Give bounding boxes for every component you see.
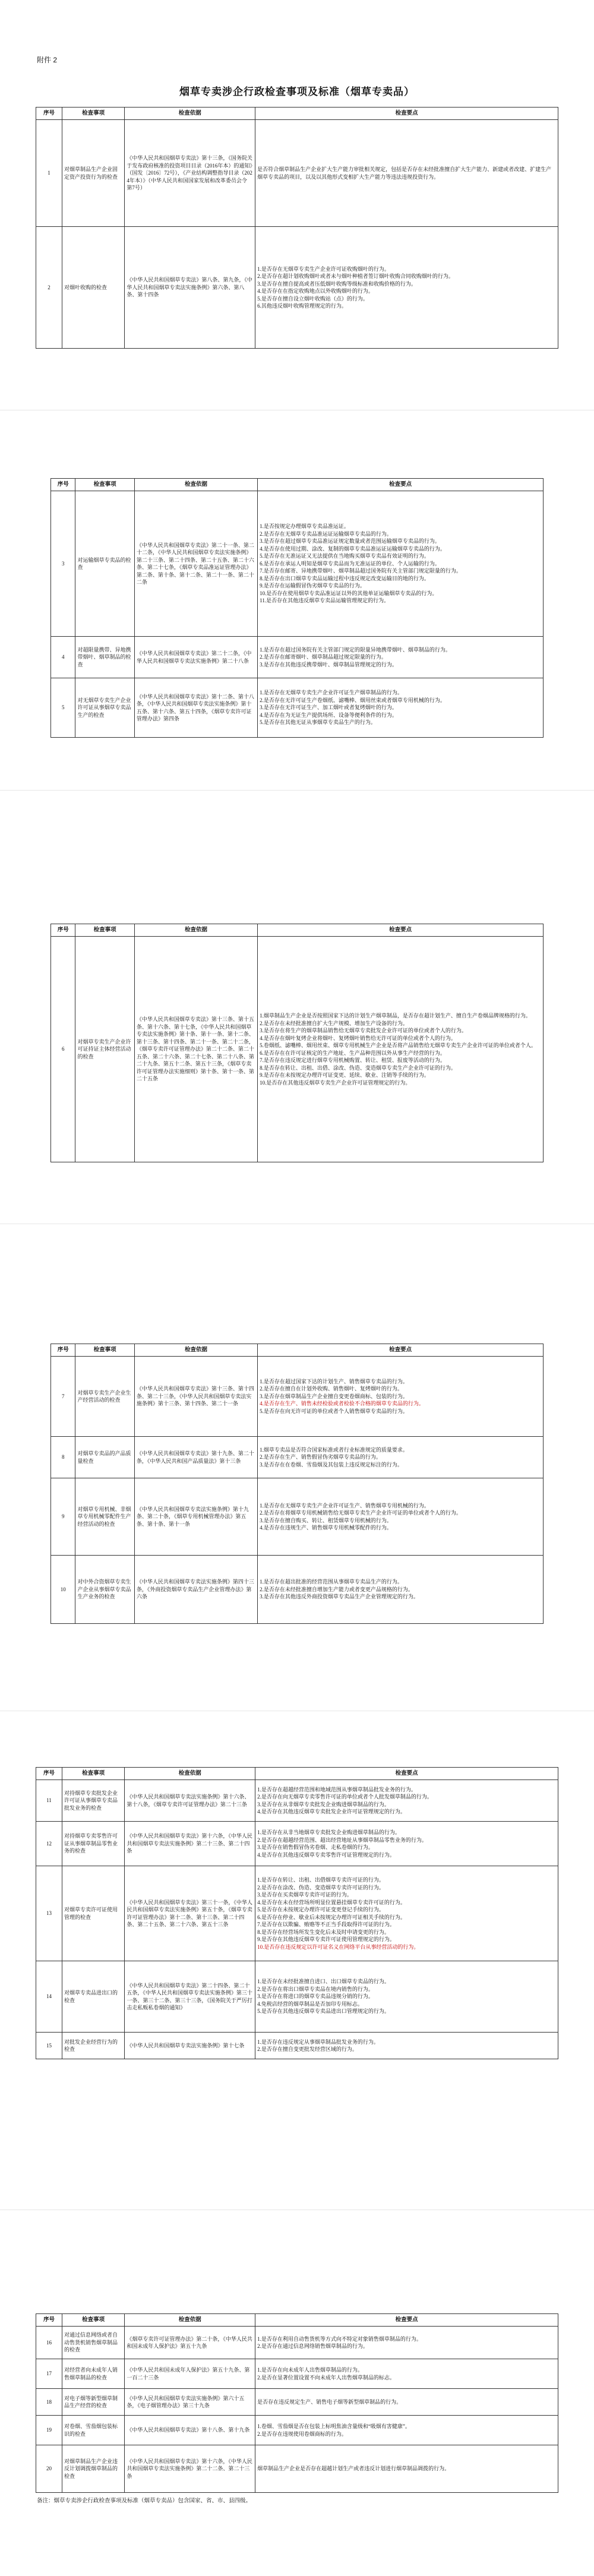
check-point: 是否存在违反规定生产、销售电子烟等新型烟草制品的行为。 xyxy=(257,2398,402,2405)
table-body xyxy=(51,491,544,738)
check-point: 1.是否按规定办理烟草专卖品准运证。 xyxy=(260,523,349,530)
header-points: 检查要点 xyxy=(258,1344,544,1357)
check-point: 6.是否存在在许可证核定的生产地址、生产品种范围以外从事生产经营的行为。 xyxy=(260,1050,446,1056)
check-point: 2.是否存在将烟草专用机械销售给无烟草专卖生产企业许可证的单位或者个人的行为。 xyxy=(260,1510,462,1516)
inspection-basis: 《中华人民共和国未成年人保护法》第五十九条、第一百二十三条 xyxy=(125,2359,255,2389)
check-point: 1.是否存在无烟草专卖生产企业许可证生产、销售烟草专用机械的行为。 xyxy=(260,1502,429,1509)
inspection-basis: 《中华人民共和国烟草专卖法》第二十二条，《中华人民共和国烟草专卖法实施条例》第二十八条 xyxy=(134,637,257,678)
check-point: 5.是否存在向无许可证的单位或者个人销售烟草专卖品的行为。 xyxy=(260,1408,408,1414)
check-point: 3.是否存在擅自提高或者压低烟叶收购等级标准和收购价格的行为。 xyxy=(257,280,416,287)
inspection-basis: 《中华人民共和国烟草专卖法》第十六条，《中华人民共和国烟草专卖法实施条例》第二十二条、第二十三条 xyxy=(125,2445,255,2493)
inspection-item: 对烟草专卖生产企业许可证持证主体经营活动的检查 xyxy=(75,937,134,1162)
row-number: 9 xyxy=(51,1478,75,1556)
header-item: 检查事项 xyxy=(75,1344,134,1357)
check-point: 4.是否存在在指定收购地点以外收购烟叶的行为。 xyxy=(257,288,374,294)
inspection-item: 对卷烟、雪茄烟包装标识的检查 xyxy=(62,2416,124,2445)
check-point: 6.是否存在承运人明知是烟草专卖品而为无准运证的单位、个人运输的行为。 xyxy=(260,560,440,567)
check-point: 2.是否存在无许可证生产卷烟纸、滤嘴棒、烟用丝束或者烟草专用机械的行为。 xyxy=(260,697,446,703)
header-number: 序号 xyxy=(36,2314,62,2327)
check-point: 4.是否存在生产、销售未经检验或者检验不合格的烟草专卖品的行为。 xyxy=(260,1401,424,1407)
check-point: 2.是否存在将出口烟草专卖品在境内销售的行为。 xyxy=(257,1986,374,1992)
header-number: 序号 xyxy=(51,924,75,937)
table-row xyxy=(36,1780,558,1822)
header-row xyxy=(51,1344,544,1357)
table-row xyxy=(51,1556,544,1624)
check-point: 5.卷烟纸、滤嘴棒、烟用丝束、烟草专用机械生产企业是否将产品销售给无烟草专卖生产企业许可证的单位或者个人。 xyxy=(260,1042,536,1048)
table-header xyxy=(36,108,558,120)
header-number: 序号 xyxy=(51,479,75,491)
header-points: 检查要点 xyxy=(255,1768,558,1780)
inspection-basis: 《中华人民共和国烟草专卖法实施条例》第六十五条，《电子烟管理办法》第三十九条 xyxy=(125,2389,255,2416)
inspection-points xyxy=(255,227,558,349)
inspection-basis: 《中华人民共和国烟草专卖法》第八条、第九条，《中华人民共和国烟草专卖法实施条例》第六条、第八条、第十四条 xyxy=(125,227,255,349)
row-number: 11 xyxy=(36,1780,62,1822)
check-point: 4.是否存在其他违反烟草专卖批发企业许可证管理规定的行为。 xyxy=(257,1809,406,1815)
check-point: 7.是否存在违反规定进行烟草专用机械购置、转让、租赁、报废等活动的行为。 xyxy=(260,1057,446,1063)
inspection-basis: 《烟草专卖许可证管理办法》第二十条，《中华人民共和国未成年人保护法》第五十九条 xyxy=(125,2327,255,2359)
table-row xyxy=(51,1437,544,1478)
check-point: 4.免税店经营的烟草制品是否加印专用标志。 xyxy=(257,2000,363,2007)
inspection-points xyxy=(255,1866,558,1961)
check-point: 3.是否存在从非烟草专卖批发企业购进烟草制品的行为。 xyxy=(257,1801,390,1807)
check-point: 8.是否存在经营场所发生变化后未及时申请变更的行为。 xyxy=(257,1929,390,1935)
header-number: 序号 xyxy=(51,1344,75,1357)
inspection-points xyxy=(258,937,544,1162)
table-header xyxy=(36,1768,558,1780)
inspection-basis: 《中华人民共和国烟草专卖法实施条例》第十七条 xyxy=(125,2033,255,2059)
row-number: 13 xyxy=(36,1866,62,1961)
check-point: 5.是否存在无准运证又无法提供在当地购买烟草专卖品有效证明的行为。 xyxy=(260,553,429,560)
table-body xyxy=(36,1780,558,2059)
header-item: 检查事项 xyxy=(62,108,124,120)
check-point: 2.是否存在无烟草专卖品准运证运输烟草专卖品的行为。 xyxy=(260,530,392,537)
table-row xyxy=(36,120,558,227)
check-point: 2.是否存在违规使用卷烟商标的行为。 xyxy=(257,2430,347,2437)
table-row xyxy=(36,1866,558,1961)
check-point: 1.烟草专卖品是否符合国家标准或者行业标准规定的质量要求。 xyxy=(260,1446,408,1453)
check-point: 2.是否存在擅自在计划外收购、销售烟叶、复烤烟叶的行为。 xyxy=(260,1386,403,1392)
check-point: 2.是否在显著位置设置不向未成年人出售烟草制品的标志。 xyxy=(257,2374,395,2381)
table-row xyxy=(51,678,544,738)
table-row xyxy=(36,227,558,349)
check-point: 4.是否存在使用过期、涂改、复制的烟草专卖品准运证运输烟草专卖品的行为。 xyxy=(260,545,446,552)
row-number: 4 xyxy=(51,637,75,678)
inspection-points xyxy=(255,2033,558,2059)
inspection-points xyxy=(255,120,558,227)
inspection-points xyxy=(258,1437,544,1478)
table-body xyxy=(51,937,544,1162)
row-number: 16 xyxy=(36,2327,62,2359)
inspection-points xyxy=(255,1961,558,2033)
check-point: 1.是否存在利用自动售货机等方式向不特定对象销售烟草制品的行为。 xyxy=(257,2335,422,2342)
footnote: 备注：烟草专卖涉企行政检查事项及标准（烟草专卖品）包含国家、省、市、县四级。 xyxy=(37,2498,252,2504)
row-number: 10 xyxy=(51,1556,75,1624)
inspection-item: 对烟草专卖生产企业生产经营活动的检查 xyxy=(75,1357,134,1437)
check-point: 6.其他违反烟叶收购管理规定的行为。 xyxy=(257,303,347,309)
inspection-basis: 《中华人民共和国烟草专卖法》第二十一条、第二十二条，《中华人民共和国烟草专卖法实施条例》第二十三条、第二十四条、第二十五条、第二十六条、第二十七条，《烟草专卖品准运证管理办法》第二条、第十条、第十二条、第二十一条、第二十二条 xyxy=(134,491,257,637)
inspection-basis: 《中华人民共和国烟草专卖法》第十八条、第十九条 xyxy=(125,2416,255,2445)
header-basis: 检查依据 xyxy=(125,1768,255,1780)
check-point: 4.是否存在未在经营场所明显位置悬挂烟草专卖许可证的行为。 xyxy=(257,1899,406,1905)
check-point: 10.是否存在使用烟草专卖品准运证以外的其他单证运输烟草专卖品的行为。 xyxy=(260,590,438,596)
inspection-basis: 《中华人民共和国烟草专卖法》第十三条、第十四条、第二十三条，《中华人民共和国烟草专卖法实施条例》第十三条、第十四条、第二十一条 xyxy=(134,1357,257,1437)
row-number: 19 xyxy=(36,2416,62,2445)
check-point: 2.是否存在未经批准擅自增加生产能力或者变更产品规格的行为。 xyxy=(260,1586,413,1592)
check-point: 1.是否存在未经批准擅自进口、出口烟草专卖品的行为。 xyxy=(257,1978,390,1985)
inspection-item: 对中外合资烟草专卖生产企业从事烟草专卖品生产业务的检查 xyxy=(75,1556,134,1624)
table-row xyxy=(36,1822,558,1866)
check-point: 2.是否存在生产、销售假冒伪劣烟草专卖品的行为。 xyxy=(260,1454,381,1461)
inspection-item: 对无烟草专卖生产企业许可证从事烟草专卖品生产的检查 xyxy=(75,678,134,738)
header-item: 检查事项 xyxy=(75,924,134,937)
row-number: 7 xyxy=(51,1357,75,1437)
check-point: 1.是否存在超越经营范围和地域范围从事烟草制品批发业务的行为。 xyxy=(257,1786,416,1793)
table-row xyxy=(51,937,544,1162)
inspection-basis: 《中华人民共和国烟草专卖法》第十六条，《中华人民共和国烟草专卖法实施条例》第二十三条、第二十四条 xyxy=(125,1822,255,1866)
check-point: 1.是否存在无烟草专卖生产企业许可证收购烟叶的行为。 xyxy=(257,265,390,272)
inspection-item: 对烟草专用机械、非烟草专用机械零配件生产经营活动的检查 xyxy=(75,1478,134,1556)
inspection-basis: 《中华人民共和国烟草专卖法实施条例》第十九条、第二十条，《烟草专用机械管理办法》第五条、第十条、第十一条 xyxy=(134,1478,257,1556)
row-number: 1 xyxy=(36,120,62,227)
row-number: 2 xyxy=(36,227,62,349)
check-point: 5.是否存在擅自设立烟叶收购站（点）的行为。 xyxy=(257,295,368,302)
check-point: 3.是否存在无许可证生产、加工烟叶或者复烤烟叶的行为。 xyxy=(260,704,397,711)
check-point: 1.是否存在超过国家下达的计划生产、销售烟草专卖品的行为。 xyxy=(260,1378,408,1385)
check-point: 2.是否存在未经批准擅自扩大生产规模、增加生产设备的行为。 xyxy=(260,1020,408,1026)
check-point: 1.是否存在超过国务院有关主管部门规定的限量异地携带烟叶、烟草制品的行为。 xyxy=(260,646,451,653)
inspection-item: 对烟草专卖品进出口的检查 xyxy=(62,1961,124,2033)
check-point: 9.是否存在其他违反烟草专卖许可证使用管理规定的行为。 xyxy=(257,1936,395,1942)
inspection-basis: 《中华人民共和国烟草专卖法》第十二条、第十八条，《中华人民共和国烟草专卖法实施条例》第十五条、第十六条、第五十四条，《烟草专卖许可证管理办法》第四条 xyxy=(134,678,257,738)
row-number: 17 xyxy=(36,2359,62,2389)
inspection-points xyxy=(258,1357,544,1437)
check-point: 4.是否存在违规生产、销售烟草专用机械零配件的行为。 xyxy=(260,1525,392,1531)
header-row xyxy=(36,108,558,120)
check-point: 5.是否存在其他违反烟草专卖品进出口管理规定的行为。 xyxy=(257,2008,390,2015)
row-number: 18 xyxy=(36,2389,62,2416)
inspection-basis: 《中华人民共和国烟草专卖法实施条例》第四十三条，《外商投资烟草专卖品生产企业管理办法》第六条 xyxy=(134,1556,257,1624)
header-basis: 检查依据 xyxy=(134,924,257,937)
inspection-basis: 《中华人民共和国烟草专卖法》第十九条、第二十条，《中华人民共和国产品质量法》第十三条 xyxy=(134,1437,257,1478)
inspection-table-page-5 xyxy=(36,1767,558,2059)
header-row xyxy=(51,479,544,491)
table-header xyxy=(36,2314,558,2327)
table-row xyxy=(36,2033,558,2059)
table-row xyxy=(36,2445,558,2493)
inspection-item: 对烟草制品生产企业违反计划调拨烟草制品的检查 xyxy=(62,2445,124,2493)
inspection-item: 对经营者向未成年人销售烟草制品的检查 xyxy=(62,2359,124,2389)
check-point: 2.是否存在超越经营范围、超出经营地址从事烟草制品零售业务的行为。 xyxy=(257,1837,427,1843)
header-row xyxy=(36,1768,558,1780)
check-point: 1.卷烟、雪茄烟是否在包装上标明焦油含量级和“吸烟有害健康”。 xyxy=(257,2423,410,2429)
inspection-points xyxy=(258,678,544,738)
inspection-points xyxy=(255,2327,558,2359)
header-points: 检查要点 xyxy=(258,479,544,491)
inspection-table-page-3 xyxy=(50,924,544,1162)
header-item: 检查事项 xyxy=(75,479,134,491)
check-point: 10.是否存在其他违反烟草专卖生产企业许可证管理规定的行为。 xyxy=(260,1079,411,1086)
check-point: 1.是否存在无烟草专卖生产企业许可证生产烟草制品的行为。 xyxy=(260,690,403,696)
attachment-label: 附件 2 xyxy=(37,56,58,64)
header-points: 检查要点 xyxy=(258,924,544,937)
inspection-item: 对批发企业经营行为的检查 xyxy=(62,2033,124,2059)
inspection-points xyxy=(255,1780,558,1822)
inspection-basis: 《中华人民共和国烟草专卖法》第十三条，《国务院关于发布政府核准的投资项目目录（2016年本）的通知》（国发〔2016〕72号），《产业结构调整指导目录（2024年本）》（中华人民共和国国家发展和改革委员会令 第7号） xyxy=(125,120,255,227)
check-point: 4.是否存在为无证生产提供场所、设备等便利条件的行为。 xyxy=(260,712,397,718)
row-number: 14 xyxy=(36,1961,62,2033)
header-basis: 检查依据 xyxy=(125,2314,255,2327)
check-point: 2.是否存在邮寄烟叶、烟草制品超过规定限量的行为。 xyxy=(260,654,387,660)
inspection-item: 对烟草专卖品的产品质量检查 xyxy=(75,1437,134,1478)
inspection-points xyxy=(255,2389,558,2416)
check-point: 3.是否存在超过烟草专卖品准运证规定数量或者范围运输烟草专卖品的行为。 xyxy=(260,538,440,545)
header-basis: 检查依据 xyxy=(125,108,255,120)
check-point: 8.是否存在出口烟草专卖品运输过程中违反规定改变运输目的地的行为。 xyxy=(260,575,429,581)
table-body xyxy=(36,2327,558,2493)
check-point: 3.是否存在其他违反携带烟叶、烟草制品管理规定的行为。 xyxy=(260,661,397,668)
check-point: 11.是否存在其他违反烟草专卖品运输管理规定的行为。 xyxy=(260,598,390,604)
check-point: 5.是否存在未按规定办理许可证变更登记手续的行为。 xyxy=(257,1907,384,1913)
check-point: 7.是否存在邮寄、异地携带烟叶、烟草制品超过国务院有关主管部门规定限量的行为。 xyxy=(260,568,462,574)
check-point: 2.是否存在超计划收购烟叶或者未与烟叶种植者签订烟叶收购合同收购烟叶的行为。 xyxy=(257,273,454,279)
check-point: 1.是否存在向未成年人出售烟草制品的行为。 xyxy=(257,2367,363,2373)
table-body xyxy=(51,1357,544,1624)
row-number: 3 xyxy=(51,491,75,637)
row-number: 12 xyxy=(36,1822,62,1866)
header-number: 序号 xyxy=(36,1768,62,1780)
table-header xyxy=(51,924,544,937)
inspection-item: 对持烟草专卖零售许可证从事烟草制品零售业务的检查 xyxy=(62,1822,124,1866)
inspection-points xyxy=(258,491,544,637)
inspection-points xyxy=(258,637,544,678)
check-point: 5.是否存在其他无证从事烟草专卖品生产的行为。 xyxy=(260,719,376,726)
inspection-item: 对烟草专卖许可证使用管理的检查 xyxy=(62,1866,124,1961)
table-row xyxy=(51,1357,544,1437)
row-number: 8 xyxy=(51,1437,75,1478)
table-row xyxy=(36,1961,558,2033)
check-point: 3.是否存在擅自购买、转让、租赁烟草专用机械的行为。 xyxy=(260,1517,392,1524)
check-point: 3.是否存在将进口的烟草专卖品违规分销的行为。 xyxy=(257,1993,374,2000)
inspection-basis: 《中华人民共和国烟草专卖法》第三十一条，《中华人民共和国烟草专卖法实施条例》第五十条，《烟草专卖许可证管理办法》第十二条、第十三条、第二十四条、第二十五条、第二十六条、第五十三条 xyxy=(125,1866,255,1961)
check-point: 1.是否存在违反规定从事烟草制品批发业务的行为。 xyxy=(257,2038,379,2045)
check-point: 1.烟草制品生产企业是否按照国家下达的计划生产烟草制品，是否存在超计划生产、擅自生产卷烟品牌规格的行为。 xyxy=(260,1013,531,1019)
inspection-points xyxy=(258,1478,544,1556)
table-row xyxy=(36,2327,558,2359)
check-point: 6.是否存在停业、歇业后未按规定办理许可证相关手续的行为。 xyxy=(257,1914,406,1920)
inspection-table-page-6 xyxy=(36,2313,558,2493)
header-row xyxy=(51,924,544,937)
inspection-table-page-2 xyxy=(50,478,544,738)
check-point: 3.是否存在销售假冒伪劣卷烟、走私卷烟的行为。 xyxy=(257,1844,374,1850)
check-point: 1.是否存在转让、出租、出借烟草专卖许可证的行为。 xyxy=(257,1877,384,1883)
table-row xyxy=(36,2359,558,2389)
inspection-item: 对烟草制品生产企业固定资产投资行为的检查 xyxy=(62,120,124,227)
page-title: 烟草专卖涉企行政检查事项及标准（烟草专卖品） xyxy=(179,86,415,97)
check-point: 10.是否存在违反规定以许可证名义在网络平台从事经营活动的行为。 xyxy=(257,1943,419,1950)
table-row xyxy=(36,2389,558,2416)
check-point: 7.是否存在以欺骗、贿赂等不正当手段取得许可证的行为。 xyxy=(257,1921,395,1927)
row-number: 6 xyxy=(51,937,75,1162)
check-point: 1.是否存在从非当地烟草专卖批发企业购进烟草制品的行为。 xyxy=(257,1829,400,1835)
page-break-divider xyxy=(0,790,594,791)
check-point: 1.是否存在超出批准的经营范围从事烟草专卖品生产的行为。 xyxy=(260,1579,403,1585)
check-point: 2.是否存在擅自变更批发经营区域的行为。 xyxy=(257,2046,358,2052)
inspection-table-page-1 xyxy=(36,107,558,349)
check-point: 3.是否存在将生产的烟草制品销售给无烟草专卖批发企业许可证的单位或者个人的行为。 xyxy=(260,1028,467,1033)
table-row xyxy=(36,2416,558,2445)
check-point: 2.是否存在涂改、伪造、变造烟草专卖许可证的行为。 xyxy=(257,1884,384,1891)
inspection-item: 对运输烟草专卖品的检查 xyxy=(75,491,134,637)
table-body xyxy=(36,120,558,349)
check-point: 9.是否存在运输假冒伪劣烟草专卖品的行为。 xyxy=(260,583,365,589)
check-point: 4.是否存在烟叶复烤企业将烟叶、复烤烟叶销售给无许可证的单位或者个人的行为。 xyxy=(260,1035,456,1041)
inspection-table-page-4 xyxy=(50,1344,544,1624)
table-header xyxy=(51,1344,544,1357)
table-row xyxy=(51,491,544,637)
header-basis: 检查依据 xyxy=(134,479,257,491)
check-point: 2.是否存在向无烟草专卖零售许可证的单位或者个人批发烟草制品的行为。 xyxy=(257,1794,432,1800)
table-row xyxy=(51,637,544,678)
check-point: 4.是否存在其他违反烟草专卖零售许可证管理规定的行为。 xyxy=(257,1851,395,1858)
inspection-item: 对烟叶收购的检查 xyxy=(62,227,124,349)
inspection-item: 对通过信息网络或者自动售货机销售烟草制品的检查 xyxy=(62,2327,124,2359)
header-item: 检查事项 xyxy=(62,1768,124,1780)
inspection-points xyxy=(255,2416,558,2445)
check-point: 烟草制品生产企业是否存在超越计划生产或者违反计划进行烟草制品调拨的行为。 xyxy=(257,2466,450,2472)
table-header xyxy=(51,479,544,491)
check-point: 3.是否存在烟草制品生产企业擅自变更卷烟商标、包装的行为。 xyxy=(260,1393,408,1399)
header-points: 检查要点 xyxy=(255,2314,558,2327)
check-point: 8.是否存在转让、出租、出借、涂改、伪造、变造烟草专卖生产企业许可证的行为。 xyxy=(260,1064,456,1071)
inspection-item: 对电子烟等新型烟草制品生产经营的检查 xyxy=(62,2389,124,2416)
check-point: 3.是否存在在卷烟、雪茄烟及其包装上违反规定标注的行为。 xyxy=(260,1461,403,1468)
inspection-item: 对持烟草专卖批发企业许可证从事烟草专卖品批发业务的检查 xyxy=(62,1780,124,1822)
inspection-points xyxy=(255,2359,558,2389)
inspection-basis: 《中华人民共和国烟草专卖法实施条例》第十六条、第十八条，《烟草专卖许可证管理办法》第二十三条 xyxy=(125,1780,255,1822)
check-point: 3.是否存在其他违反外商投资烟草专卖品生产企业管理规定的行为。 xyxy=(260,1594,419,1600)
inspection-points xyxy=(255,1822,558,1866)
inspection-points xyxy=(258,1556,544,1624)
inspection-basis: 《中华人民共和国烟草专卖法》第十三条、第十五条、第十六条、第十七条，《中华人民共和国烟草专卖法实施条例》第十条、第十一条、第十二条、第十三条、第十四条、第二十一条、第二十二条，《烟草专卖许可证管理办法》第二十二条、第二十五条、第二十六条、第二十七条、第二十八条、第二十九条、第五十二条、第五十三条，《烟草专卖许可证管理办法实施细则》第十条、第十一条、第二十五条 xyxy=(134,937,257,1162)
header-points: 检查要点 xyxy=(255,108,558,120)
header-item: 检查事项 xyxy=(62,2314,124,2327)
row-number: 20 xyxy=(36,2445,62,2493)
table-row xyxy=(51,1478,544,1556)
row-number: 15 xyxy=(36,2033,62,2059)
inspection-basis: 《中华人民共和国烟草专卖法》第二十四条、第二十五条，《中华人民共和国烟草专卖法实施条例》第三十一条、第三十二条、第三十三条，《国务院关于严厉打击走私贩私卷烟的通知》 xyxy=(125,1961,255,2033)
row-number: 5 xyxy=(51,678,75,738)
check-point: 2.是否存在通过信息网络销售烟草制品的行为。 xyxy=(257,2343,368,2349)
header-basis: 检查依据 xyxy=(134,1344,257,1357)
inspection-points xyxy=(255,2445,558,2493)
check-point: 是否符合烟草制品生产企业扩大生产能力审批相关规定，包括是否存在未经批准擅自扩大生产能力、新建或者改建、扩建生产烟草专卖品的项目，以及以其他形式变相扩大生产能力等违法违规投资行为。 xyxy=(257,166,552,180)
check-point: 3.是否存在买卖烟草专卖许可证的行为。 xyxy=(257,1892,352,1898)
header-row xyxy=(36,2314,558,2327)
header-number: 序号 xyxy=(36,108,62,120)
inspection-item: 对超限量携带、异地携带烟叶、烟草制品的检查 xyxy=(75,637,134,678)
check-point: 9.是否存在未按规定办理许可证变更、延续、歇业、注销等手续的行为。 xyxy=(260,1072,429,1078)
